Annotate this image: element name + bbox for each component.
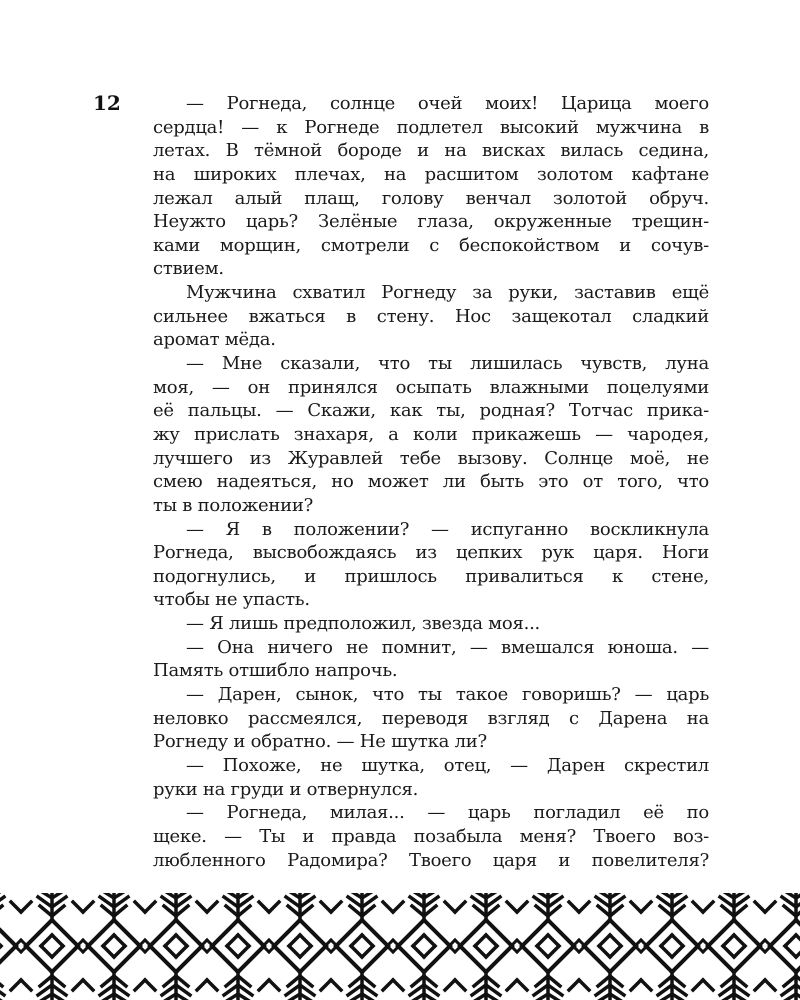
ornament-stroke: [103, 946, 114, 957]
ornament-stroke: [796, 946, 800, 972]
text-line: неловко рассмеялся, переводя взгляд с Дарена на: [153, 707, 709, 729]
ornament-stroke: [424, 920, 450, 946]
ornament-stroke: [300, 920, 326, 946]
ornament-stroke: [362, 946, 388, 972]
ornament-stroke: [176, 920, 202, 946]
ornament-stroke: [145, 980, 155, 990]
ornament-stroke: [227, 946, 238, 957]
ornament-stroke: [145, 902, 155, 912]
ornament-stroke: [21, 980, 31, 990]
ornament-stroke: [351, 935, 362, 946]
ornament-stroke: [362, 935, 373, 946]
text-line: Мужчина схватил Рогнеду за руки, заставив ещё: [186, 282, 709, 304]
ornament-stroke: [114, 920, 140, 946]
ornament-stroke: [548, 920, 574, 946]
text-line: на широких плечах, на расшитом золотом кафтане: [153, 163, 709, 185]
ornament-stroke: [610, 920, 636, 946]
ornament-stroke: [176, 946, 187, 957]
text-line: сердца! — к Рогнеде подлетел высокий мужчина в: [153, 116, 709, 138]
text-line: лучшего из Журавлей тебе вызову. Солнце моё, не: [153, 447, 709, 469]
ornament-stroke: [259, 902, 269, 912]
ornament-stroke: [703, 980, 713, 990]
text-line: ками морщин, смотрели с беспокойством и сочув-: [153, 234, 709, 256]
text-line: щеке. — Ты и правда позабыла меня? Твоего воз-: [153, 825, 709, 847]
text-line: — Мне сказали, что ты лишилась чувств, луна: [186, 353, 709, 375]
ornament-stroke: [661, 946, 672, 957]
text-line: летах. В тёмной бороде и на висках вилась седина,: [153, 140, 709, 162]
ornament-stroke: [52, 920, 78, 946]
ornament-stroke: [455, 902, 465, 912]
ornament-stroke: [569, 980, 579, 990]
ornament-stroke: [486, 946, 497, 957]
ornament-stroke: [83, 902, 93, 912]
ornament-stroke: [672, 935, 683, 946]
ornament-stroke: [321, 980, 331, 990]
ornament-stroke: [165, 935, 176, 946]
ornament-stroke: [599, 946, 610, 957]
ornament-stroke: [610, 935, 621, 946]
ornament-stroke: [584, 920, 610, 946]
ornament-stroke: [300, 935, 311, 946]
ornament-stroke: [755, 980, 765, 990]
ornament-stroke: [661, 935, 672, 946]
ornament-stroke: [11, 902, 21, 912]
ornament-stroke: [197, 902, 207, 912]
text-line: её пальцы. — Скажи, как ты, родная? Тотчас прика-: [153, 400, 709, 422]
ornament-stroke: [579, 980, 589, 990]
ornament-stroke: [393, 902, 403, 912]
ornament-stroke: [41, 946, 52, 957]
ornament-stroke: [300, 946, 311, 957]
ornament-stroke: [114, 946, 140, 972]
text-line: — Она ничего не помнит, — вмешался юноша. —: [186, 636, 709, 658]
ornament-stroke: [103, 935, 114, 946]
ornament-stroke: [548, 946, 574, 972]
ornament-stroke: [765, 980, 775, 990]
ornament-stroke: [548, 935, 559, 946]
ornament-stroke: [227, 935, 238, 946]
ornament-stroke: [599, 935, 610, 946]
ornament-stroke: [507, 980, 517, 990]
ornament-stroke: [708, 920, 734, 946]
ornament-stroke: [672, 946, 683, 957]
ornament-stroke: [73, 980, 83, 990]
ornament-stroke: [486, 920, 512, 946]
ornament-stroke: [212, 920, 238, 946]
ornament-stroke: [584, 946, 610, 972]
ornament-stroke: [73, 902, 83, 912]
ornament-stroke: [734, 935, 745, 946]
ornament-stroke: [351, 946, 362, 957]
ornament-stroke: [362, 920, 388, 946]
ornament-stroke: [269, 902, 279, 912]
ornament-stroke: [150, 946, 176, 972]
ornament-stroke: [383, 902, 393, 912]
ornament-stroke: [11, 980, 21, 990]
ornament-stroke: [212, 946, 238, 972]
ornament-stroke: [289, 935, 300, 946]
ornament-stroke: [52, 946, 78, 972]
ornament-stroke: [274, 946, 300, 972]
ornament-stroke: [445, 902, 455, 912]
ornament-stroke: [610, 946, 636, 972]
ornament-stroke: [289, 946, 300, 957]
ornament-stroke: [631, 902, 641, 912]
text-line: аромат мёда.: [153, 329, 276, 351]
ornament-stroke: [398, 946, 424, 972]
ornament-stroke: [641, 980, 651, 990]
ornament-stroke: [785, 935, 796, 946]
ornament-stroke: [135, 980, 145, 990]
ornament-stroke: [413, 946, 424, 957]
text-line: Рогнеду и обратно. — Не шутка ли?: [153, 731, 487, 753]
ornament-stroke: [755, 902, 765, 912]
text-line: — Похоже, не шутка, отец, — Дарен скрестил: [186, 754, 709, 776]
ornament-stroke: [796, 935, 800, 946]
ornament-stroke: [88, 920, 114, 946]
ornament-stroke: [238, 920, 264, 946]
ornament-stroke: [517, 902, 527, 912]
ornament-stroke: [460, 946, 486, 972]
ornament-stroke: [52, 935, 63, 946]
text-line: жу прислать знахаря, а коли прикажешь — чародея,: [153, 423, 709, 445]
ornament-stroke: [83, 980, 93, 990]
ornament-stroke: [135, 902, 145, 912]
ornament-stroke: [693, 980, 703, 990]
ornament-stroke: [460, 920, 486, 946]
ornament-stroke: [0, 946, 16, 972]
ornament-stroke: [445, 980, 455, 990]
ornament-stroke: [26, 920, 52, 946]
ornament-stroke: [522, 946, 548, 972]
ornament-stroke: [796, 920, 800, 946]
ornament-stroke: [723, 935, 734, 946]
ornament-stroke: [507, 902, 517, 912]
text-line: любленного Радомира? Твоего царя и повелителя?: [153, 849, 709, 871]
text-line: — Рогнеда, милая... — царь погладил её по: [186, 802, 709, 824]
ornament-stroke: [537, 935, 548, 946]
folk-ornament-border-icon: [0, 893, 800, 1000]
ornament-stroke: [765, 902, 775, 912]
ornament-stroke: [331, 980, 341, 990]
ornament-stroke: [362, 946, 373, 957]
text-line: Память отшибло напрочь.: [153, 660, 398, 682]
ornament-stroke: [475, 935, 486, 946]
ornament-stroke: [114, 935, 125, 946]
text-line: — Дарен, сынок, что ты такое говоришь? — царь: [186, 684, 709, 706]
text-line: — Я лишь предположил, звезда моя...: [186, 613, 541, 635]
ornament-stroke: [336, 946, 362, 972]
ornament-stroke: [631, 980, 641, 990]
ornament-stroke: [770, 920, 796, 946]
ornament-stroke: [708, 946, 734, 972]
ornament-stroke: [641, 902, 651, 912]
ornament-stroke: [259, 980, 269, 990]
ornament-stroke: [424, 946, 435, 957]
text-line: лежал алый плащ, голову венчал золотой обруч.: [153, 187, 709, 209]
text-line: подогнулись, и пришлось привалиться к стене,: [153, 565, 709, 587]
page-number: 12: [93, 91, 121, 115]
ornament-stroke: [336, 920, 362, 946]
ornament-stroke: [321, 902, 331, 912]
ornament-stroke: [88, 946, 114, 972]
text-line: чтобы не упасть.: [153, 589, 310, 611]
ornament-stroke: [693, 902, 703, 912]
text-line: — Я в положении? — испуганно воскликнула: [186, 518, 709, 540]
ornament-stroke: [26, 946, 52, 972]
ornament-stroke: [770, 946, 796, 972]
ornament-stroke: [703, 902, 713, 912]
ornament-stroke: [548, 946, 559, 957]
text-line: ствием.: [153, 258, 224, 280]
ornament-stroke: [475, 946, 486, 957]
ornament-stroke: [424, 935, 435, 946]
ornament-stroke: [21, 902, 31, 912]
text-line: руки на груди и отвернулся.: [153, 778, 419, 800]
ornament-stroke: [517, 980, 527, 990]
ornament-stroke: [197, 980, 207, 990]
ornament-stroke: [413, 935, 424, 946]
ornament-stroke: [672, 920, 698, 946]
text-line: — Рогнеда, солнце очей моих! Царица моего: [186, 93, 709, 114]
ornament-stroke: [383, 980, 393, 990]
ornament-stroke: [0, 920, 16, 946]
ornament-stroke: [207, 902, 217, 912]
ornament-stroke: [486, 946, 512, 972]
ornament-stroke: [646, 946, 672, 972]
ornament-stroke: [176, 946, 202, 972]
ornament-stroke: [0, 906, 2, 916]
text-line: смею надеяться, но может ли быть это от того, что: [153, 471, 709, 493]
ornament-stroke: [455, 980, 465, 990]
ornament-stroke: [424, 946, 450, 972]
body-text: [153, 92, 709, 872]
text-line: Неужто царь? Зелёные глаза, окруженные трещин-: [153, 211, 709, 233]
ornament-stroke: [269, 980, 279, 990]
ornament-stroke: [522, 920, 548, 946]
ornament-stroke: [238, 946, 249, 957]
ornament-stroke: [672, 946, 698, 972]
ornament-stroke: [398, 920, 424, 946]
ornament-stroke: [300, 946, 326, 972]
ornament-stroke: [579, 902, 589, 912]
text-line: моя, — он принялся осыпать влажными поцелуями: [153, 376, 709, 398]
text-line: ты в положении?: [153, 494, 314, 516]
ornament-stroke: [52, 946, 63, 957]
ornament-stroke: [207, 980, 217, 990]
text-line: сильнее вжаться в стену. Нос защекотал сладкий: [153, 305, 709, 327]
ornament-stroke: [114, 946, 125, 957]
ornament-stroke: [238, 935, 249, 946]
ornament-stroke: [0, 976, 2, 986]
ornament-stroke: [569, 902, 579, 912]
text-line: Рогнеда, высвобождаясь из цепких рук царя. Ноги: [153, 542, 709, 564]
ornament-stroke: [150, 920, 176, 946]
ornament-stroke: [734, 946, 745, 957]
ornament-stroke: [610, 946, 621, 957]
ornament-stroke: [785, 946, 796, 957]
ornament-stroke: [274, 920, 300, 946]
ornament-stroke: [486, 935, 497, 946]
ornament-stroke: [646, 920, 672, 946]
ornament-stroke: [238, 946, 264, 972]
ornament-stroke: [393, 980, 403, 990]
ornament-stroke: [734, 946, 760, 972]
ornament-stroke: [0, 946, 1, 957]
ornament-stroke: [165, 946, 176, 957]
ornament-stroke: [734, 920, 760, 946]
ornament-stroke: [331, 902, 341, 912]
ornament-stroke: [723, 946, 734, 957]
ornament-stroke: [41, 935, 52, 946]
ornament-stroke: [176, 935, 187, 946]
ornament-stroke: [537, 946, 548, 957]
